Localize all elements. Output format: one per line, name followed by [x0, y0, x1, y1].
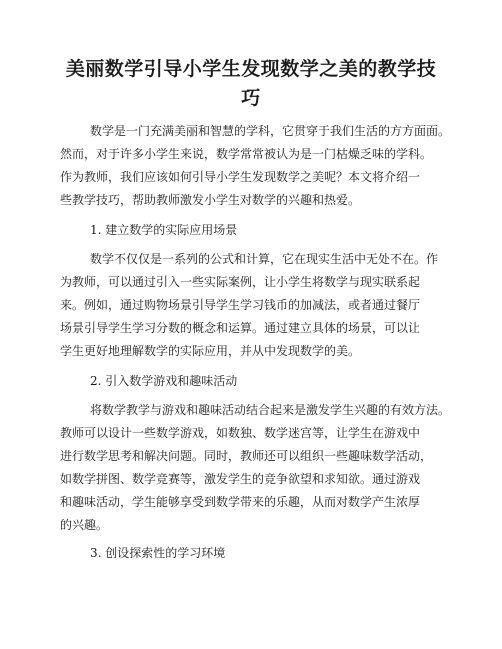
section-1-line-3: 来。例如，通过购物场景引导学生学习钱币的加减法，或者通过餐厅	[60, 298, 421, 312]
section-2-line-3: 进行数学思考和解决问题。同时，教师还可以组织一些趣味数学活动，	[60, 449, 433, 463]
section-2-line-2: 教师可以设计一些数学游戏，如数独、数学迷宫等，让学生在游戏中	[60, 426, 421, 440]
document-title	[60, 55, 442, 113]
intro-line-3: 作为教师，我们应该如何引导小学生发现数学之美呢？本文将介绍一	[60, 170, 421, 184]
section-2-line-1: 将数学教学与游戏和趣味活动结合起来是激发学生兴趣的有效方法。	[90, 403, 451, 417]
title-line-1: 美丽数学引导小学生发现数学之美的教学技	[65, 58, 437, 80]
section-2-line-5: 和趣味活动，学生能够享受到数学带来的乐趣，从而对数学产生浓厚	[60, 495, 421, 509]
section-3-heading: 3. 创设探索性的学习环境	[90, 546, 226, 560]
section-1-line-5: 学生更好地理解数学的实际应用，并从中发现数学的美。	[60, 344, 361, 358]
section-1-line-2: 为教师，可以通过引入一些实际案例，让小学生将数学与现实联系起	[60, 275, 421, 289]
section-2-heading: 2. 引入数学游戏和趣味活动	[90, 374, 238, 388]
section-1-line-4: 场景引导学生学习分数的概念和运算。通过建立具体的场景，可以让	[60, 321, 421, 335]
section-2-line-4: 如数学拼图、数学竞赛等，激发学生的竞争欲望和求知欲。通过游戏	[60, 472, 421, 486]
section-2-line-6: 的兴趣。	[60, 518, 109, 532]
intro-line-1: 数学是一门充满美丽和智慧的学科，它贯穿于我们生活的方方面面。	[90, 124, 451, 138]
intro-line-4: 些教学技巧，帮助教师激发小学生对数学的兴趣和热爱。	[60, 193, 361, 207]
intro-line-2: 然而，对于许多小学生来说，数学常常被认为是一门枯燥乏味的学科。	[60, 147, 433, 161]
section-1-line-1: 数学不仅仅是一系列的公式和计算，它在现实生活中无处不在。作	[90, 252, 439, 266]
section-1-heading: 1. 建立数学的实际应用场景	[90, 223, 238, 237]
title-line-2: 巧	[241, 87, 261, 109]
